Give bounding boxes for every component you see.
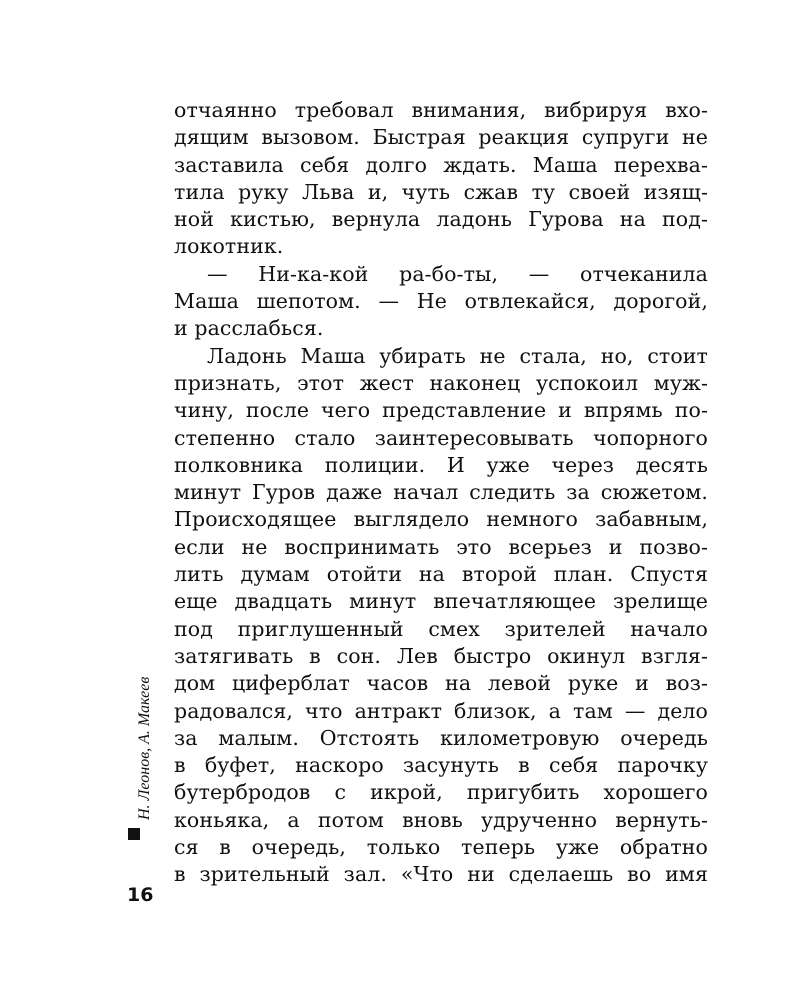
text-line: степенно стало заинтересовывать чопорного bbox=[174, 425, 708, 450]
text-line: минут Гуров даже начал следить за сюжетом. bbox=[174, 480, 708, 505]
text-line: бутербродов с икрой, пригубить хорошего bbox=[174, 780, 708, 805]
text-line: тила руку Льва и, чуть сжав ту своей изящ- bbox=[174, 179, 708, 204]
text-line: дящим вызовом. Быстрая реакция супруги не bbox=[174, 125, 708, 150]
text-line: коньяка, а потом вновь удрученно вернуть- bbox=[174, 807, 708, 832]
text-line: отчаянно требовал внимания, вибрируя вхо- bbox=[174, 98, 708, 122]
text-line: радовался, что антракт близок, а там — дело bbox=[174, 698, 708, 723]
running-head-authors: Н. Леонов, А. Макеев bbox=[136, 676, 153, 820]
square-bullet-icon bbox=[128, 828, 140, 840]
text-line: дом циферблат часов на левой руке и воз- bbox=[174, 671, 708, 696]
text-line: признать, этот жест наконец успокоил муж- bbox=[174, 370, 708, 395]
text-line: полковника полиции. И уже через десять bbox=[174, 452, 708, 477]
text-line: затягивать в сон. Лев быстро окинул взгля- bbox=[174, 643, 708, 668]
text-line: Маша шепотом. — Не отвлекайся, дорогой, bbox=[174, 289, 708, 314]
text-line: под приглушенный смех зрителей начало bbox=[174, 616, 708, 641]
text-line: Происходящее выглядело немного забавным, bbox=[174, 507, 708, 532]
text-line: лить думам отойти на второй план. Спустя bbox=[174, 562, 708, 587]
text-line: если не воспринимать это всерьез и позво- bbox=[174, 534, 708, 559]
text-line: в зрительный зал. «Что ни сделаешь во имя bbox=[174, 862, 708, 887]
page-number: 16 bbox=[127, 884, 154, 906]
text-line: чину, после чего представление и впрямь по- bbox=[174, 398, 708, 423]
text-line: — Ни-ка-кой ра-бо-ты, — отчеканила bbox=[207, 261, 708, 286]
body-text bbox=[174, 97, 708, 889]
running-head bbox=[126, 630, 156, 830]
text-line: ной кистью, вернула ладонь Гурова на под- bbox=[174, 207, 708, 232]
text-line: в буфет, наскоро засунуть в себя парочку bbox=[174, 753, 708, 778]
text-line: локотник. bbox=[174, 234, 284, 259]
text-line: за малым. Отстоять километровую очередь bbox=[174, 725, 708, 750]
text-line: заставила себя долго ждать. Маша перехва- bbox=[174, 152, 708, 177]
text-line: Ладонь Маша убирать не стала, но, стоит bbox=[207, 343, 708, 368]
text-line: еще двадцать минут впечатляющее зрелище bbox=[174, 589, 708, 614]
text-line: и расслабься. bbox=[174, 316, 324, 341]
text-line: ся в очередь, только теперь уже обратно bbox=[174, 835, 708, 860]
